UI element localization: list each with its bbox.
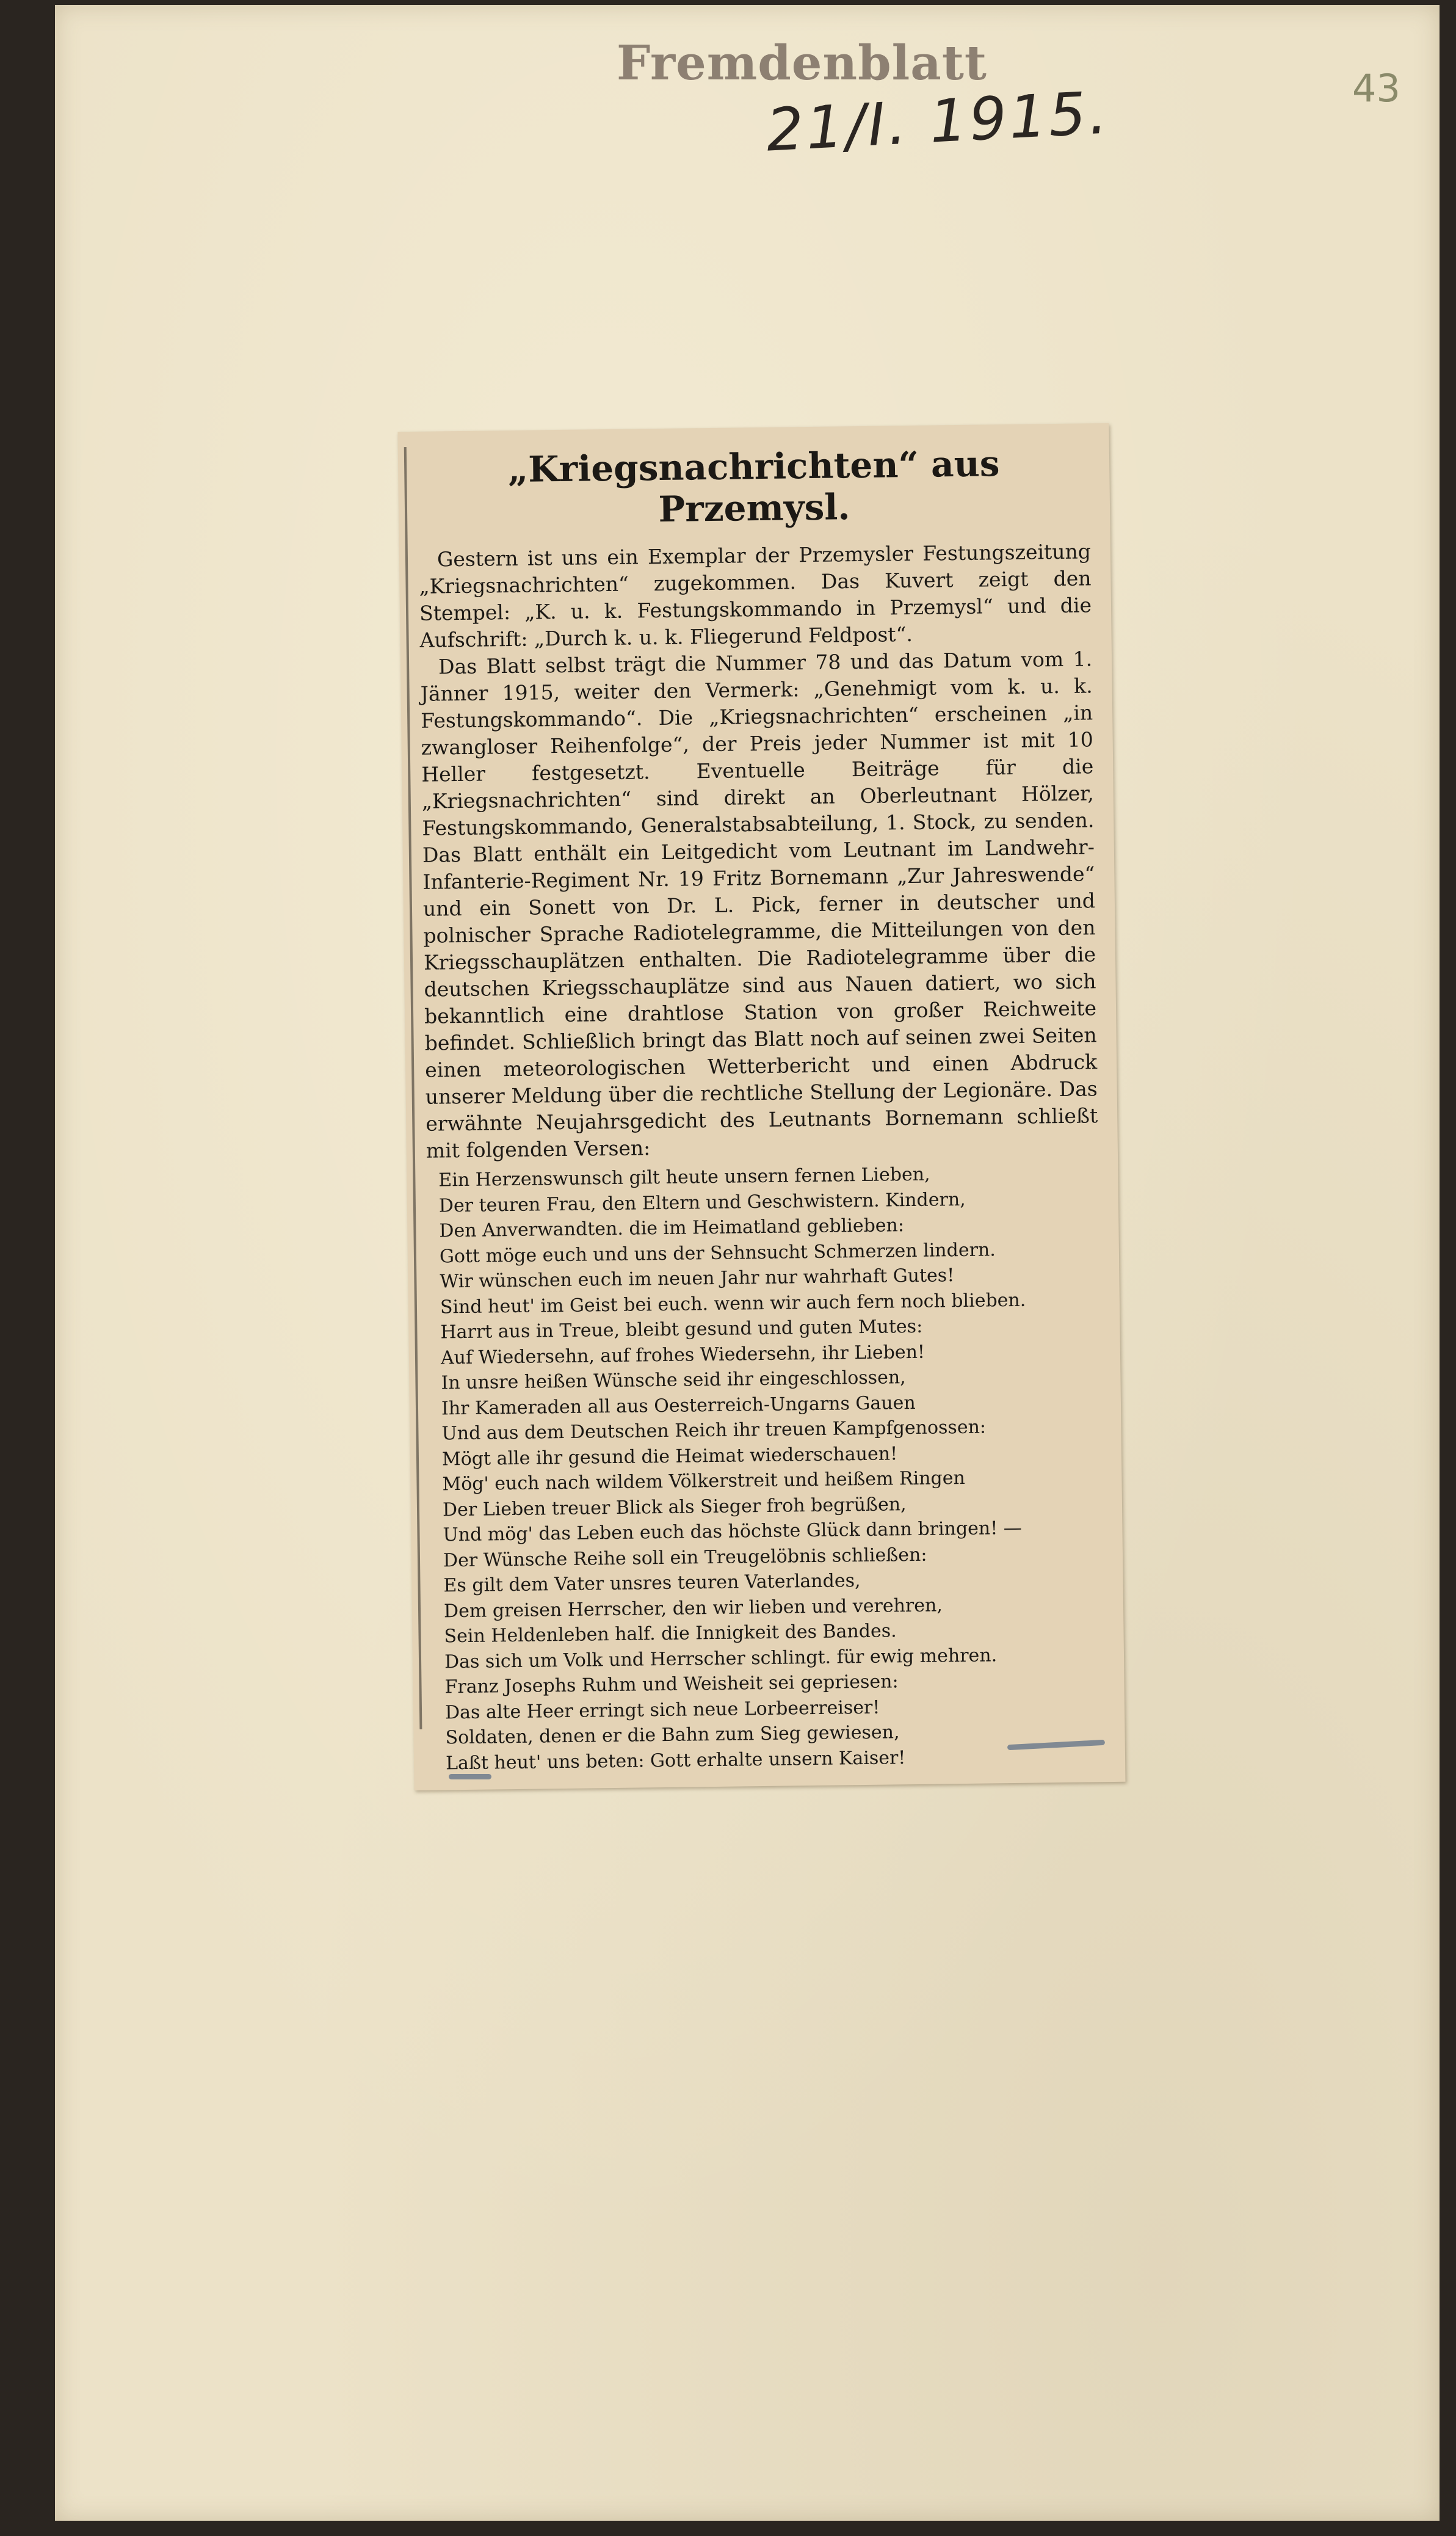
article-paragraph: Das Blatt selbst trägt die Nummer 78 und das Datum vom 1. Jänner 1915, weiter den Vermerk: „Genehmigt vom k. u. k. Festungskommando“. Die „Kriegsnachrichten“ erscheinen „in zwangloser Reihenfolge“, der Preis jeder Nummer ist mit 10 Heller festgesetzt. Eventuelle Beiträge für die „Kriegsnachrichten“ sind direkt an Oberleutnant Hölzer, Festungskommando, Generalstabsabteilung, 1. Stock, zu senden. Das Blatt enthält ein Leitgedicht vom Leutnant im Landwehr-Infanterie-Regiment Nr. 19 Fritz Bornemann „Zur Jahreswende“ und ein Sonett von Dr. L. Pick, ferner in deutscher und polnischer Sprache Radiotelegramme, die Mitteilungen von den Kriegsschauplätzen enthalten. Die Radiotelegramme über die deutschen Kriegsschauplätze sind aus Nauen datiert, wo sich bekanntlich eine drahtlose Station von großer Reichweite befindet. Schließlich bringt das Blatt noch auf seinen zwei Seiten einen meteorologischen Wetterbericht und einen Abdruck unserer Meldung über die rechtliche Stellung der Legionäre. Das erwähnte Neujahrsgedicht des Leutnants Bornemann schließt mit folgenden Versen: [420, 647, 1098, 1163]
verse-line: Wir wünschen euch im neuen Jahr nur wahrhaft Gutes! [440, 1265, 955, 1293]
verse-line: Und mög' das Leben euch das höchste Glück dann bringen! — [443, 1517, 1023, 1546]
verse-line: Sind heut' im Geist bei euch. wenn wir auch fern noch blieben. [440, 1289, 1026, 1318]
verse-line: Franz Josephs Ruhm und Weisheit sei gepriesen: [444, 1671, 899, 1698]
verse-line: Das alte Heer erringt sich neue Lorbeerreiser! [444, 1696, 880, 1723]
verse-line: Den Anverwandten. die im Heimatland geblieben: [439, 1215, 905, 1242]
verse-line: Der Lieben treuer Blick als Sieger froh begrüßen, [442, 1493, 907, 1521]
verse-line: Laßt heut' uns beten: Gott erhalte unsern Kaiser! [445, 1746, 906, 1774]
newspaper-stamp: Fremdenblatt [617, 35, 987, 91]
page-number: 43 [1352, 66, 1400, 111]
verse-line: Gott möge euch und uns der Sehnsucht Schmerzen lindern. [439, 1238, 996, 1267]
verse-line: Ihr Kameraden all aus Oesterreich-Ungarns Gauen [441, 1392, 916, 1419]
verse-line: Das sich um Volk und Herrscher schlingt. für ewig mehren. [444, 1644, 998, 1673]
verse-line: Auf Wiedersehn, auf frohes Wiedersehn, ihr Lieben! [440, 1341, 925, 1368]
ink-mark [449, 1774, 491, 1779]
verse-line: Mögt alle ihr gesund die Heimat wiederschauen! [441, 1442, 898, 1470]
poem-verses [426, 1160, 1106, 1776]
verse-line: Der teuren Frau, den Eltern und Geschwistern. Kindern, [438, 1188, 966, 1216]
article-paragraph: Gestern ist uns ein Exemplar der Przemysler Festungszeitung „Kriegsnachrichten“ zugekommen. Das Kuvert zeigt den Stempel: „K. u. k. Festungskommando in Przemysl“ und die Aufschrift: „Durch k. u. k. Fliegerund Feldpost“. [419, 539, 1092, 652]
newspaper-clipping [397, 423, 1125, 1790]
article-headline: „Kriegsnachrichten“ aus Przemysl. [507, 443, 1000, 530]
verse-line: Harrt aus in Treue, bleibt gesund und guten Mutes: [440, 1315, 923, 1343]
verse-line: Es gilt dem Vater unsres teuren Vaterlandes, [443, 1570, 861, 1597]
verse-line: Mög' euch nach wildem Völkerstreit und heißem Ringen [442, 1467, 966, 1495]
verse-line: Dem greisen Herrscher, den wir lieben und verehren, [443, 1594, 943, 1622]
verse-line: Sein Heldenleben half. die Innigkeit des Bandes. [444, 1620, 897, 1648]
verse-line: Ein Herzenswunsch gilt heute unsern fernen Lieben, [438, 1163, 930, 1191]
verse-line: Der Wünsche Reihe soll ein Treugelöbnis schließen: [443, 1544, 927, 1571]
handwritten-date: 21/I. 1915. [764, 78, 1112, 165]
verse-line: Und aus dem Deutschen Reich ihr treuen Kampfgenossen: [441, 1416, 987, 1445]
verse-line: In unsre heißen Wünsche seid ihr eingeschlossen, [441, 1367, 906, 1394]
verse-line: Soldaten, denen er die Bahn zum Sieg gewiesen, [445, 1721, 900, 1749]
